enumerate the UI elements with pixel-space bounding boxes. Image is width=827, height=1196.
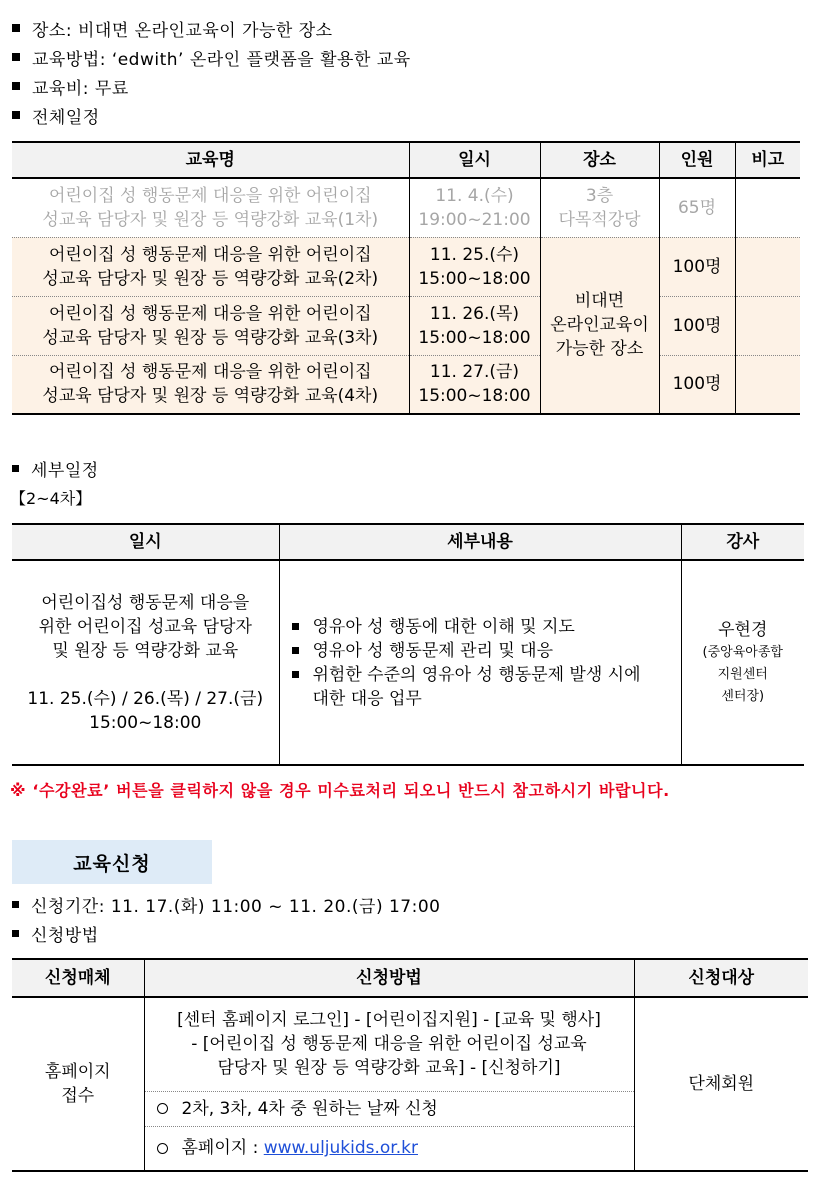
- header-note: 비고: [735, 142, 800, 178]
- list-item: 위험한 수준의 영유아 성 행동문제 발생 시에: [292, 663, 681, 687]
- list-item: 대한 대응 업무: [312, 688, 422, 709]
- bullet-apply-period: 신청기간: 11. 17.(화) 11:00 ~ 11. 20.(금) 17:00: [12, 892, 441, 916]
- datetime-cell: 11. 4.(수) 19:00~21:00: [409, 178, 540, 237]
- instructor-cell: 우현경 (중앙육아종합 지원센터 센터장): [681, 560, 804, 765]
- shared-place-cell: 비대면 온라인교육이 가능한 장소: [540, 237, 659, 414]
- choice-cell: 2차, 3차, 4차 중 원하는 날짜 신청: [144, 1091, 634, 1126]
- datetime-cell: 11. 26.(목) 15:00~18:00: [409, 296, 540, 355]
- content-list: [292, 615, 681, 711]
- note-cell: [735, 237, 800, 296]
- warning-note: ※ ‘수강완료’ 버튼을 클릭하지 않을 경우 미수료처리 되오니 반드시 참고하시기 바랍니다.: [10, 781, 670, 800]
- square-bullet-icon: [12, 465, 19, 472]
- instructor-name: 우현경: [718, 619, 768, 640]
- course-name-cell: 어린이집 성 행동문제 대응을 위한 어린이집 성교육 담당자 및 원장 등 역량강화 교육(1차): [42, 185, 379, 230]
- bullet-apply-method: 신청방법: [12, 921, 99, 945]
- table-row: [12, 355, 800, 414]
- bullet-place: 장소: 비대면 온라인교육이 가능한 장소: [12, 16, 333, 40]
- table-row: [12, 296, 800, 355]
- table-row: [12, 237, 800, 296]
- apply-table: [12, 958, 808, 1172]
- bullet-method: 교육방법: ‘edwith’ 온라인 플랫폼을 활용한 교육: [12, 45, 411, 69]
- method-cell: [센터 홈페이지 로그인] - [어린이집지원] - [교육 및 행사] - [어린이집 성 행동문제 대응을 위한 어린이집 성교육 담당자 및 원장 등 역량강화 교육] - [신청하기]: [144, 997, 634, 1091]
- header-media: 신청매체: [12, 959, 144, 997]
- header-course-name: 교육명: [12, 142, 409, 178]
- square-bullet-icon: [12, 111, 20, 119]
- datetime-cell: 11. 27.(금) 15:00~18:00: [409, 355, 540, 414]
- course-name-cell: 어린이집 성 행동문제 대응을 위한 어린이집 성교육 담당자 및 원장 등 역량강화 교육(2차): [12, 237, 409, 296]
- table-row: [12, 560, 804, 765]
- bullet-fee: 교육비: 무료: [12, 74, 129, 98]
- course-name-cell: 어린이집 성 행동문제 대응을 위한 어린이집 성교육 담당자 및 원장 등 역량강화 교육(3차): [12, 296, 409, 355]
- count-cell: 100명: [659, 296, 735, 355]
- header-count: 인원: [659, 142, 735, 178]
- header-method: 신청방법: [144, 959, 634, 997]
- detail-header-row: [12, 524, 804, 560]
- note-cell: [735, 178, 800, 237]
- list-item: 영유아 성 행동문제 관리 및 대응: [292, 639, 681, 663]
- count-cell: 100명: [659, 355, 735, 414]
- course-datetime-cell: 어린이집성 행동문제 대응을 위한 어린이집 성교육 담당자 및 원장 등 역량강화 교육 11. 25.(수) / 26.(목) / 27.(금) 15:00~18:00: [27, 592, 264, 733]
- count-cell: 65명: [659, 178, 735, 237]
- square-bullet-icon: [292, 623, 299, 630]
- square-bullet-icon: [12, 901, 19, 908]
- place-cell: 3층 다목적강당: [540, 178, 659, 237]
- square-bullet-icon: [12, 930, 19, 937]
- table-row: [12, 997, 808, 1091]
- header-target: 신청대상: [634, 959, 808, 997]
- header-content: 세부내용: [279, 524, 681, 560]
- homepage-link[interactable]: www.uljukids.or.kr: [263, 1138, 418, 1159]
- header-datetime: 일시: [12, 524, 279, 560]
- square-bullet-icon: [12, 53, 20, 61]
- bullet-detail-schedule: 세부일정: [12, 456, 99, 480]
- header-place: 장소: [540, 142, 659, 178]
- apply-header-row: [12, 959, 808, 997]
- header-datetime: 일시: [409, 142, 540, 178]
- detail-table: [12, 523, 804, 766]
- homepage-cell: 홈페이지 : www.uljukids.or.kr: [144, 1126, 634, 1171]
- square-bullet-icon: [292, 671, 299, 678]
- detail-subheading: 【2~4차】: [10, 489, 92, 508]
- square-bullet-icon: [292, 647, 299, 654]
- datetime-cell: 11. 25.(수) 15:00~18:00: [409, 237, 540, 296]
- list-item: 영유아 성 행동에 대한 이해 및 지도: [292, 615, 681, 639]
- target-cell: 단체회원: [634, 997, 808, 1171]
- square-bullet-icon: [12, 24, 20, 32]
- note-cell: [735, 355, 800, 414]
- schedule-header-row: [12, 142, 800, 178]
- circle-bullet-icon: [157, 1103, 168, 1114]
- schedule-table: [12, 141, 800, 415]
- section-title-apply: 교육신청: [12, 840, 212, 884]
- content-cell: [279, 560, 681, 765]
- table-row: [12, 178, 800, 237]
- media-cell: 홈페이지 접수: [44, 1062, 111, 1106]
- square-bullet-icon: [12, 82, 20, 90]
- count-cell: 100명: [659, 237, 735, 296]
- note-cell: [735, 296, 800, 355]
- header-instructor: 강사: [681, 524, 804, 560]
- course-name-cell: 어린이집 성 행동문제 대응을 위한 어린이집 성교육 담당자 및 원장 등 역량강화 교육(4차): [12, 355, 409, 414]
- circle-bullet-icon: [157, 1143, 168, 1154]
- bullet-schedule: 전체일정: [12, 103, 100, 127]
